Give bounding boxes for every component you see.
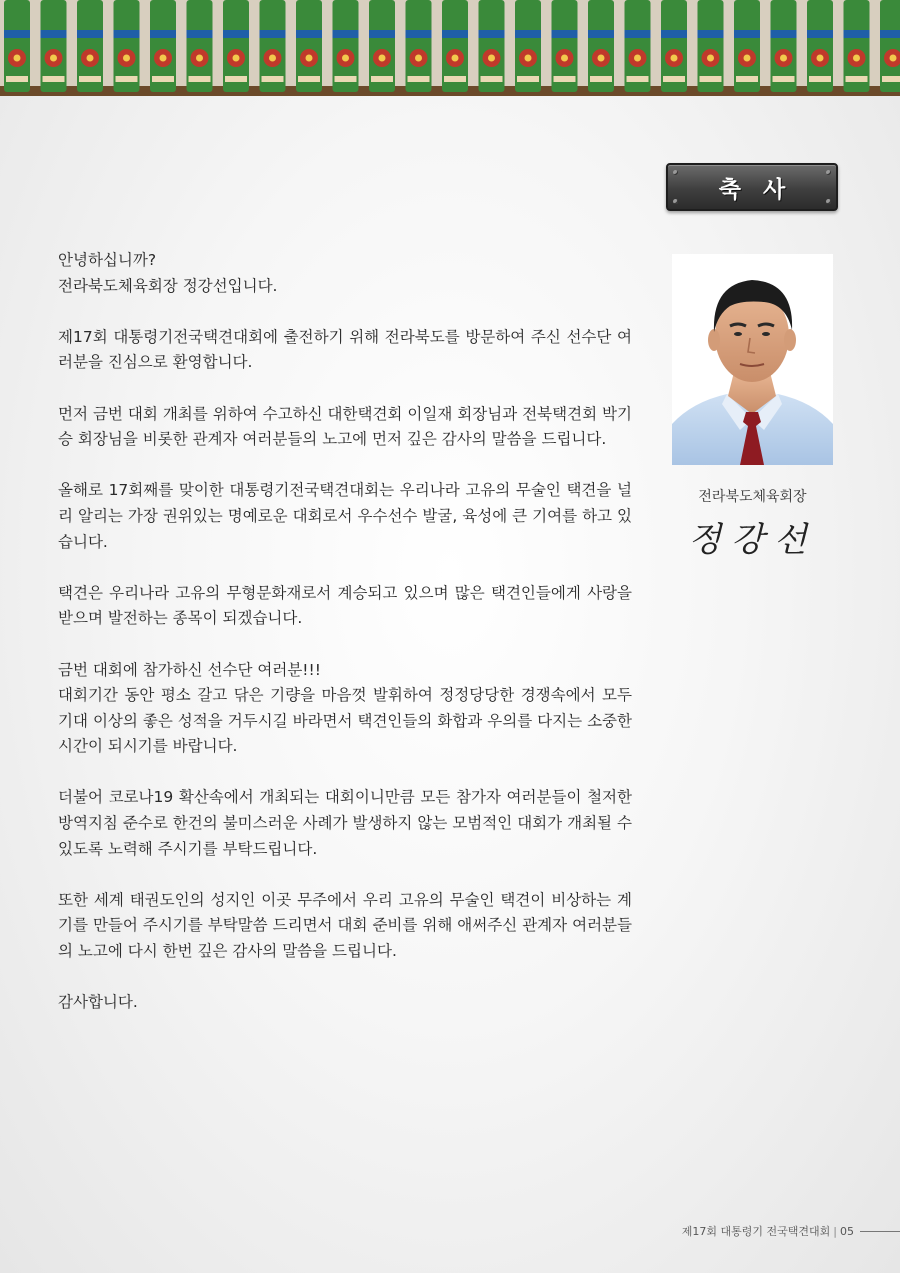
rafter	[625, 0, 651, 92]
rafter	[114, 0, 140, 92]
letter-line: 감사합니다.	[58, 993, 138, 1012]
letter-line: 또한 세계 태권도인의 성지인 이곳 무주에서 우리 고유의 무술인 택견이 비상하는 계기를 만들어 주시기를 부탁말씀 드리면서 대회 준비를 위해 애써주신 관계자 여러분들의 노고에 다시 한번 깊은 감사의 말씀을 드립니다.	[58, 890, 632, 961]
rafter	[406, 0, 432, 92]
rafter	[369, 0, 395, 92]
letter-line: 더불어 코로나19 확산속에서 개최되는 대회이니만큼 모든 참가자 여러분들이 철저한 방역지침 준수로 한건의 불미스러운 사례가 발생하지 않는 모범적인 대회가 개최될 수 있도록 노력해 주시기를 부탁드립니다.	[58, 788, 632, 858]
rafter	[260, 0, 286, 92]
rafter	[771, 0, 797, 92]
letter-line: 제17회 대통령기전국택견대회에 출전하기 위해 전라북도를 방문하여 주신 선수단 여러분을 진심으로 환영합니다.	[58, 327, 632, 372]
footer-separator: |	[833, 1224, 837, 1238]
letter-paragraph	[58, 325, 632, 376]
person-photo	[672, 254, 833, 465]
letter-line: 대회기간 동안 평소 갈고 닦은 기량을 마음껏 발휘하여 정정당당한 경쟁속에서 모두 기대 이상의 좋은 성적을 거두시길 바라면서 택견인들의 화합과 우의를 다지는 소중한 시간이 되시기를 바랍니다.	[58, 686, 632, 756]
rafter	[296, 0, 322, 92]
title-badge	[666, 163, 838, 211]
rafter	[150, 0, 176, 92]
rafter	[77, 0, 103, 92]
footer-event: 제17회 대통령기 전국택견대회	[681, 1225, 831, 1238]
letter-paragraph	[58, 402, 632, 453]
letter-line: 올해로 17회째를 맞이한 대통령기전국택견대회는 우리나라 고유의 무술인 택견을 널리 알리는 가장 권위있는 명예로운 대회로서 우수선수 발굴, 육성에 큰 기여를 하고 있습니다.	[58, 481, 632, 551]
letter-paragraph	[58, 888, 632, 965]
profile-title: 전라북도체육회장	[698, 489, 807, 505]
rafter	[515, 0, 541, 92]
letter-paragraph	[58, 581, 632, 632]
rafter	[880, 0, 900, 92]
letter-line: 금번 대회에 참가하신 선수단 여러분!!!	[58, 660, 321, 679]
rafter	[807, 0, 833, 92]
page-footer	[682, 1222, 900, 1240]
rafter	[479, 0, 505, 92]
rafter	[552, 0, 578, 92]
nail-icon	[826, 199, 831, 204]
letter-paragraph	[58, 990, 632, 1016]
letter-paragraph	[58, 658, 632, 760]
rafter	[187, 0, 213, 92]
rafter	[734, 0, 760, 92]
rafter	[588, 0, 614, 92]
rafter	[698, 0, 724, 92]
rafter	[442, 0, 468, 92]
page-number: 05	[840, 1224, 854, 1238]
nail-icon	[673, 170, 678, 175]
letter-line: 안녕하십니까?	[58, 251, 157, 269]
rafter	[333, 0, 359, 92]
rafter	[223, 0, 249, 92]
dancheong-eaves-decoration	[0, 0, 900, 112]
letter-paragraph	[58, 785, 632, 862]
letter-line: 먼저 금번 대회 개최를 위하여 수고하신 대한택견회 이일재 회장님과 전북택견회 박기승 회장님을 비롯한 관계자 여러분들의 노고에 먼저 깊은 감사의 말씀을 드립니다.	[58, 404, 632, 449]
badge-label: 축사	[718, 176, 808, 203]
letter-line: 택견은 우리나라 고유의 무형문화재로서 계승되고 있으며 많은 택견인들에게 사랑을 받으며 발전하는 종목이 되겠습니다.	[58, 583, 632, 628]
rafter	[4, 0, 30, 92]
letter-body	[58, 248, 632, 1041]
letter-paragraph	[58, 478, 632, 555]
letter-line: 전라북도체육회장 정강선입니다.	[58, 276, 278, 295]
rafter	[844, 0, 870, 92]
rafter	[41, 0, 67, 92]
footer-rule	[860, 1231, 900, 1232]
letter-paragraph	[58, 248, 632, 299]
nail-icon	[673, 199, 678, 204]
signature: 정강선	[688, 520, 817, 560]
rafter	[661, 0, 687, 92]
nail-icon	[826, 170, 831, 175]
